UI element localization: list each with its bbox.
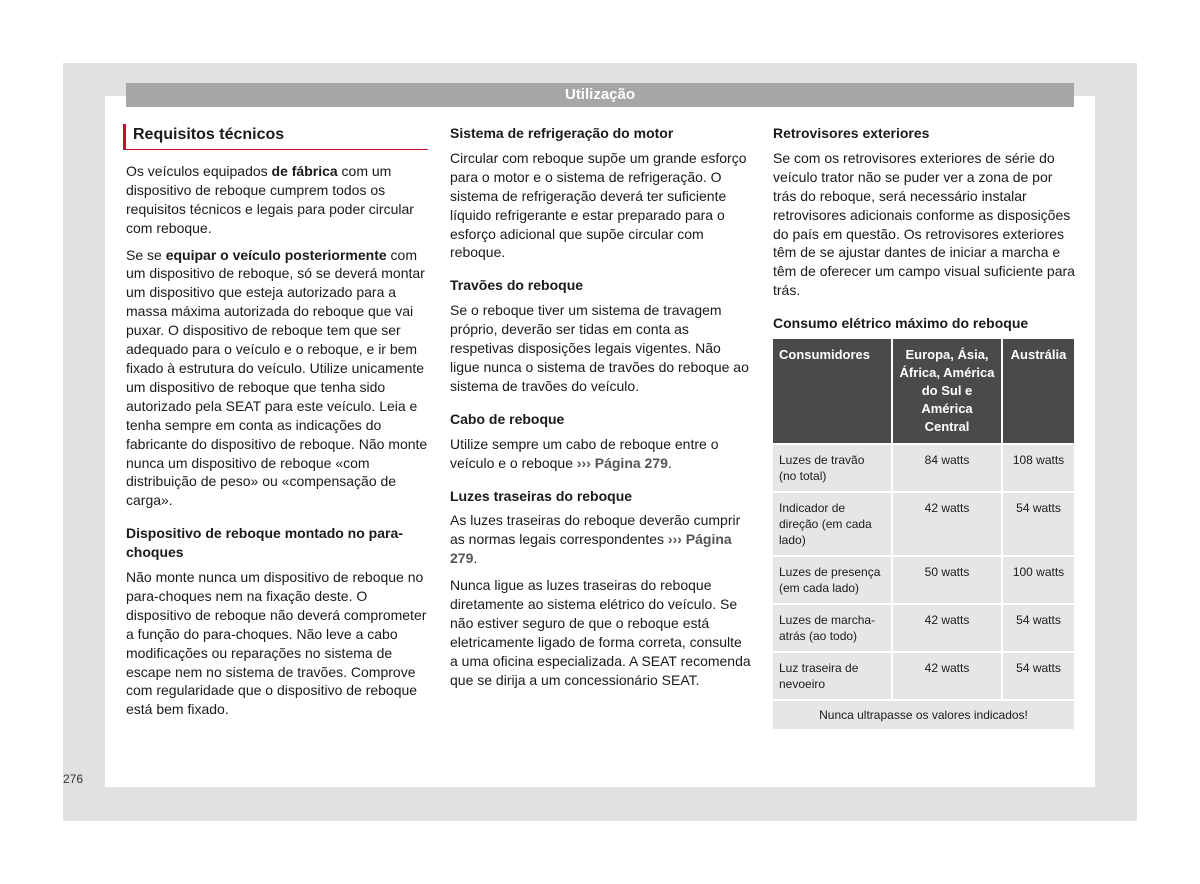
table-cell: 54 watts <box>1003 491 1074 555</box>
page-reference-link[interactable]: ››› Página 279 <box>450 531 732 567</box>
section-title: Requisitos técnicos <box>123 124 428 150</box>
page-frame-left <box>63 63 105 821</box>
column-header: Austrália <box>1003 339 1074 443</box>
table-row <box>773 443 1074 491</box>
subheading: Retrovisores exteriores <box>773 125 930 141</box>
table-cell: Luzes de presença (em cada lado) <box>773 555 893 603</box>
table-cell: 54 watts <box>1003 603 1074 651</box>
table-note-row <box>773 699 1074 729</box>
subheading: Consumo elétrico máximo do reboque <box>773 315 1029 332</box>
table-cell: 42 watts <box>893 603 1003 651</box>
table-cell: 84 watts <box>893 443 1003 491</box>
table-cell: 42 watts <box>893 491 1003 555</box>
table-row <box>773 603 1074 651</box>
power-consumption-table <box>773 339 1074 729</box>
text: As luzes traseiras do reboque deverão cumprir as normas legais correspondentes <box>450 512 741 548</box>
column-3 <box>773 124 1075 729</box>
text: com um dispositivo de reboque cumprem todos os requisitos técnicos e legais para poder circular com reboque. <box>126 162 414 236</box>
page-number: 276 <box>63 772 84 786</box>
text: com um dispositivo de reboque, só se deverá montar um dispositivo que esteja autorizado para a massa máxima autorizada do reboque que vai puxar. O dispositivo de reboque tem que ser adequado para o veículo e o reboque, e ir bem fixado à estrutura do veículo. Utilize unicamente um dispositivo de reboque que tenha sido autorizado pela SEAT para este veículo. Leia e tenha sempre em conta as indicações do fabricante do dispositivo de reboque. Não monte nunca um dispositivo de reboque «com distribuição de peso» ou «compensação de carga». <box>126 246 428 509</box>
table-row <box>773 651 1074 699</box>
bold-text: equipar o veículo posteriormente <box>165 246 387 263</box>
paragraph <box>126 162 428 238</box>
chapter-header: Utilização <box>126 83 1074 107</box>
table-cell: Luz traseira de nevoeiro <box>773 651 893 699</box>
paragraph: Circular com reboque supõe um grande esforço para o motor e o sistema de refrigeração. O sistema de refrigeração deverá ter suficiente líquido refrigerante e estar preparado para o esforço adicional que supõe circular com reboque. <box>450 149 747 261</box>
paragraph: Se com os retrovisores exteriores de série do veículo trator não se puder ver a zona de por trás do reboque, será necessário instalar retrovisores adicionais conforme as disposições do país em questão. Os retrovisores exteriores têm de se ajustar dantes de iniciar a marcha e têm de oferecer um campo visual suficiente para trás. <box>773 149 1075 299</box>
column-header: Consumidores <box>773 339 893 443</box>
page-frame-right <box>1095 63 1137 821</box>
table-cell: 108 watts <box>1003 443 1074 491</box>
column-header: Europa, Ásia, África, América do Sul e América Central <box>893 339 1003 443</box>
paragraph <box>126 246 428 511</box>
text: Os veículos equipados <box>126 162 272 179</box>
paragraph: Não monte nunca um dispositivo de reboque no para-choques nem na fixação deste. O dispositivo de reboque não deverá comprometer a função do para-choques. Não leve a cabo modificações ou reparações no sistema de escape nem no sistema de travões. Comprove com regularidade que o dispositivo de reboque está bem fixado. <box>126 569 427 718</box>
subheading: Sistema de refrigeração do motor <box>450 125 674 141</box>
table-header-row <box>773 339 1074 443</box>
column-1 <box>126 124 428 727</box>
table-note: Nunca ultrapasse os valores indicados! <box>773 699 1074 729</box>
paragraph: Nunca ligue as luzes traseiras do reboque diretamente ao sistema elétrico do veículo. Se não estiver seguro de que o reboque está eletricamente ligado de forma correta, consulte a uma oficina especializada. A SEAT recomenda que se dirija a um concessionário SEAT. <box>450 577 751 688</box>
subheading: Cabo de reboque <box>450 410 565 427</box>
table-cell: 50 watts <box>893 555 1003 603</box>
text: Utilize sempre um cabo de reboque entre o veículo e o reboque <box>450 435 719 471</box>
table-cell: 42 watts <box>893 651 1003 699</box>
table-cell: Luzes de travão (no total) <box>773 443 893 491</box>
table-cell: 100 watts <box>1003 555 1074 603</box>
text: . <box>667 454 672 471</box>
page-reference-link[interactable]: ››› Página 279 <box>576 454 668 471</box>
bold-text: de fábrica <box>271 162 338 179</box>
page-frame-bottom <box>63 787 1137 821</box>
table-cell: Indicador de direção (em cada lado) <box>773 491 893 555</box>
table-row <box>773 491 1074 555</box>
subheading: Luzes traseiras do reboque <box>450 487 633 504</box>
text: . <box>473 550 478 567</box>
paragraph <box>450 511 752 568</box>
table-row <box>773 555 1074 603</box>
table-cell: Luzes de marcha-atrás (ao todo) <box>773 603 893 651</box>
text: Se se <box>126 246 166 263</box>
paragraph <box>450 435 752 473</box>
subheading: Dispositivo de reboque montado no para-choques <box>126 525 403 561</box>
paragraph: Se o reboque tiver um sistema de travagem próprio, deverão ser tidas em conta as respetivas disposições legais vigentes. Não ligue nunca o sistema de travões do reboque ao sistema de travões do veículo. <box>450 302 749 394</box>
subheading: Travões do reboque <box>450 277 584 294</box>
column-2 <box>450 124 752 698</box>
table-cell: 54 watts <box>1003 651 1074 699</box>
